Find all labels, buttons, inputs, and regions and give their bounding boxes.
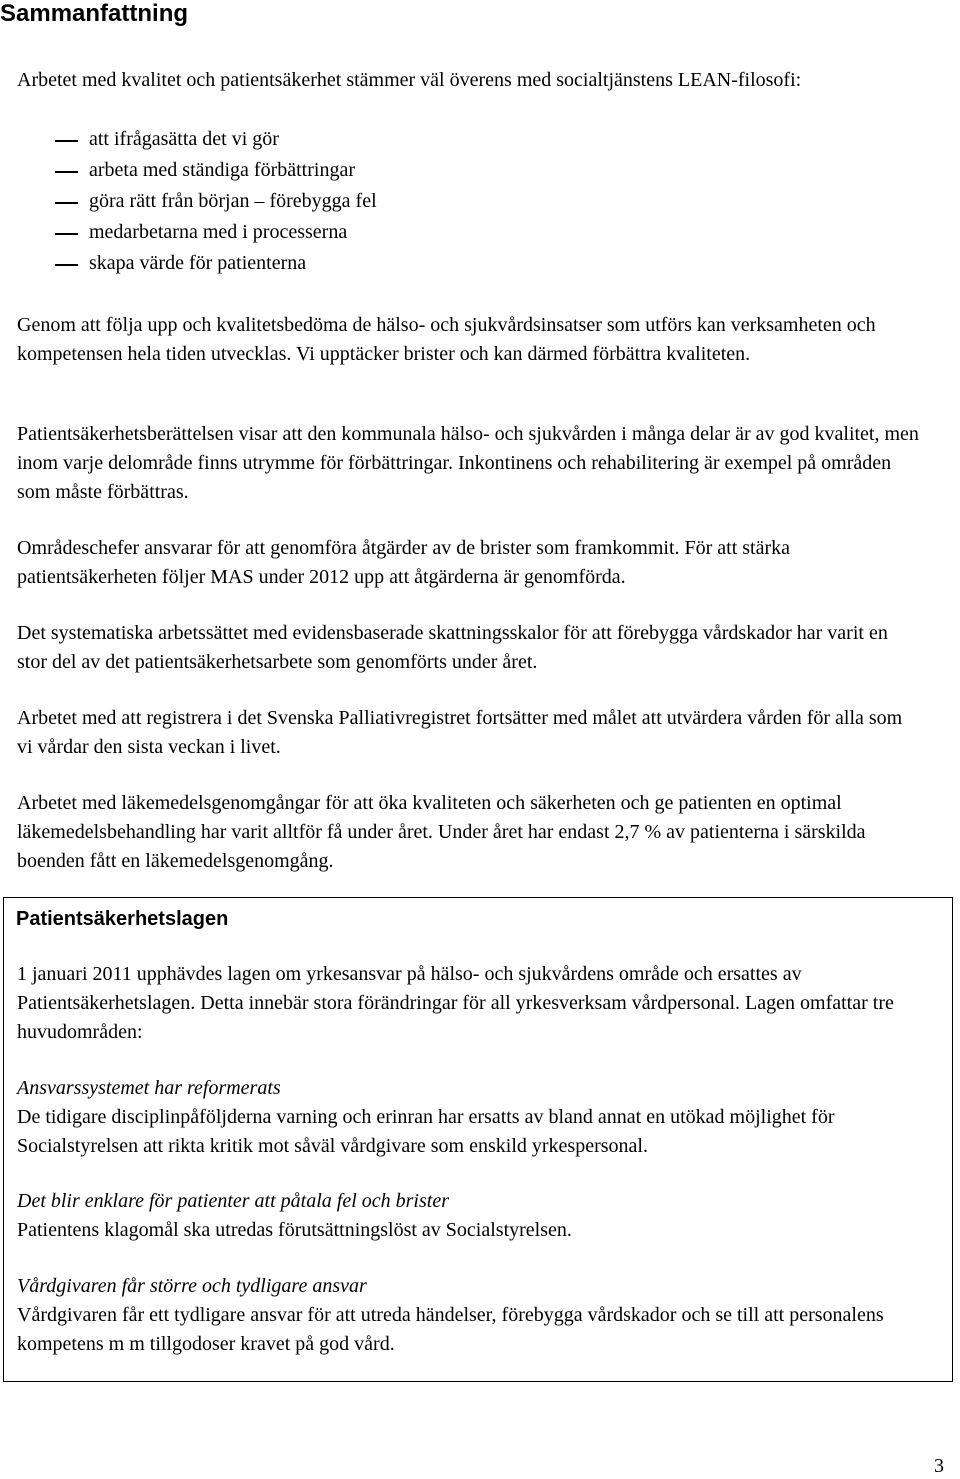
list-item-text: medarbetarna med i processerna [89, 221, 348, 243]
list-item [17, 156, 377, 187]
intro-paragraph: Arbetet med kvalitet och patientsäkerhet stämmer väl överens med socialtjänstens LEAN-filosofi: [17, 69, 802, 91]
box-title: Patientsäkerhetslagen [16, 908, 229, 930]
dash-bullet-icon [55, 202, 78, 204]
list-item [17, 249, 377, 280]
list-item-text: skapa värde för patienterna [89, 252, 307, 274]
body-paragraph: Områdeschefer ansvarar för att genomföra åtgärder av de brister som framkommit. För att stärka patientsäkerheten följer MAS under 2012 upp att åtgärderna är genomförda. [17, 537, 791, 588]
page-number: 3 [934, 1455, 944, 1477]
list-item [17, 125, 377, 156]
box-section [17, 1272, 942, 1359]
section-text: De tidigare disciplinpåföljderna varning och erinran har ersatts av bland annat en utökad möjlighet för Socialstyrelsen att rikta kritik mot såväl vårdgivare som enskild yrkespersonal. [17, 1106, 835, 1157]
box-section [17, 1187, 942, 1245]
lean-principles-list [17, 125, 377, 280]
section-heading: Vårdgivaren får större och tydligare ansvar [17, 1275, 367, 1297]
body-paragraph: Arbetet med att registrera i det Svenska Palliativregistret fortsätter med målet att utvärdera vården för alla som vi vårdar den sista veckan i livet. [17, 707, 903, 758]
list-item-text: att ifrågasätta det vi gör [89, 128, 279, 150]
patient-safety-law-box [3, 897, 953, 1382]
dash-bullet-icon [55, 140, 78, 142]
section-heading: Ansvarssystemet har reformerats [17, 1077, 281, 1099]
body-paragraph: Patientsäkerhetsberättelsen visar att den kommunala hälso- och sjukvården i många delar är av god kvalitet, men inom varje delområde finns utrymme för förbättringar. Inkontinens och rehabilitering är exempel på områden som måste förbättras. [17, 423, 919, 503]
box-intro-paragraph: 1 januari 2011 upphävdes lagen om yrkesansvar på hälso- och sjukvårdens område och ersattes av Patientsäkerhetslagen. Detta innebär stora förändringar för all yrkesverksam vårdpersonal. Lagen omfattar tre huvudområden: [17, 963, 894, 1043]
body-paragraph: Det systematiska arbetssättet med evidensbaserade skattningsskalor för att förebygga vårdskador har varit en stor del av det patientsäkerhetsarbete som genomförts under året. [17, 622, 888, 673]
dash-bullet-icon [55, 171, 78, 173]
body-paragraph: Genom att följa upp och kvalitetsbedöma de hälso- och sjukvårdsinsatser som utförs kan verksamheten och kompetensen hela tiden utvecklas. Vi upptäcker brister och kan därmed förbättra kvaliteten. [17, 314, 876, 365]
list-item [17, 187, 377, 218]
list-item [17, 218, 377, 249]
section-heading: Det blir enklare för patienter att påtala fel och brister [17, 1190, 449, 1212]
page-title: Sammanfattning [0, 0, 189, 27]
box-section [17, 1074, 942, 1161]
body-paragraph: Arbetet med läkemedelsgenomgångar för att öka kvaliteten och säkerheten och ge patienten en optimal läkemedelsbehandling har varit alltför få under året. Under året har endast 2,7 % av patienterna i särskilda boenden fått en läkemedelsgenomgång. [17, 792, 866, 872]
list-item-text: arbeta med ständiga förbättringar [89, 159, 355, 181]
section-text: Patientens klagomål ska utredas förutsättningslöst av Socialstyrelsen. [17, 1219, 572, 1241]
list-item-text: göra rätt från början – förebygga fel [89, 190, 377, 212]
dash-bullet-icon [55, 264, 78, 266]
section-text: Vårdgivaren får ett tydligare ansvar för att utreda händelser, förebygga vårdskador och se till att personalens kompetens m m tillgodoser kravet på god vård. [17, 1304, 884, 1355]
dash-bullet-icon [55, 233, 78, 235]
